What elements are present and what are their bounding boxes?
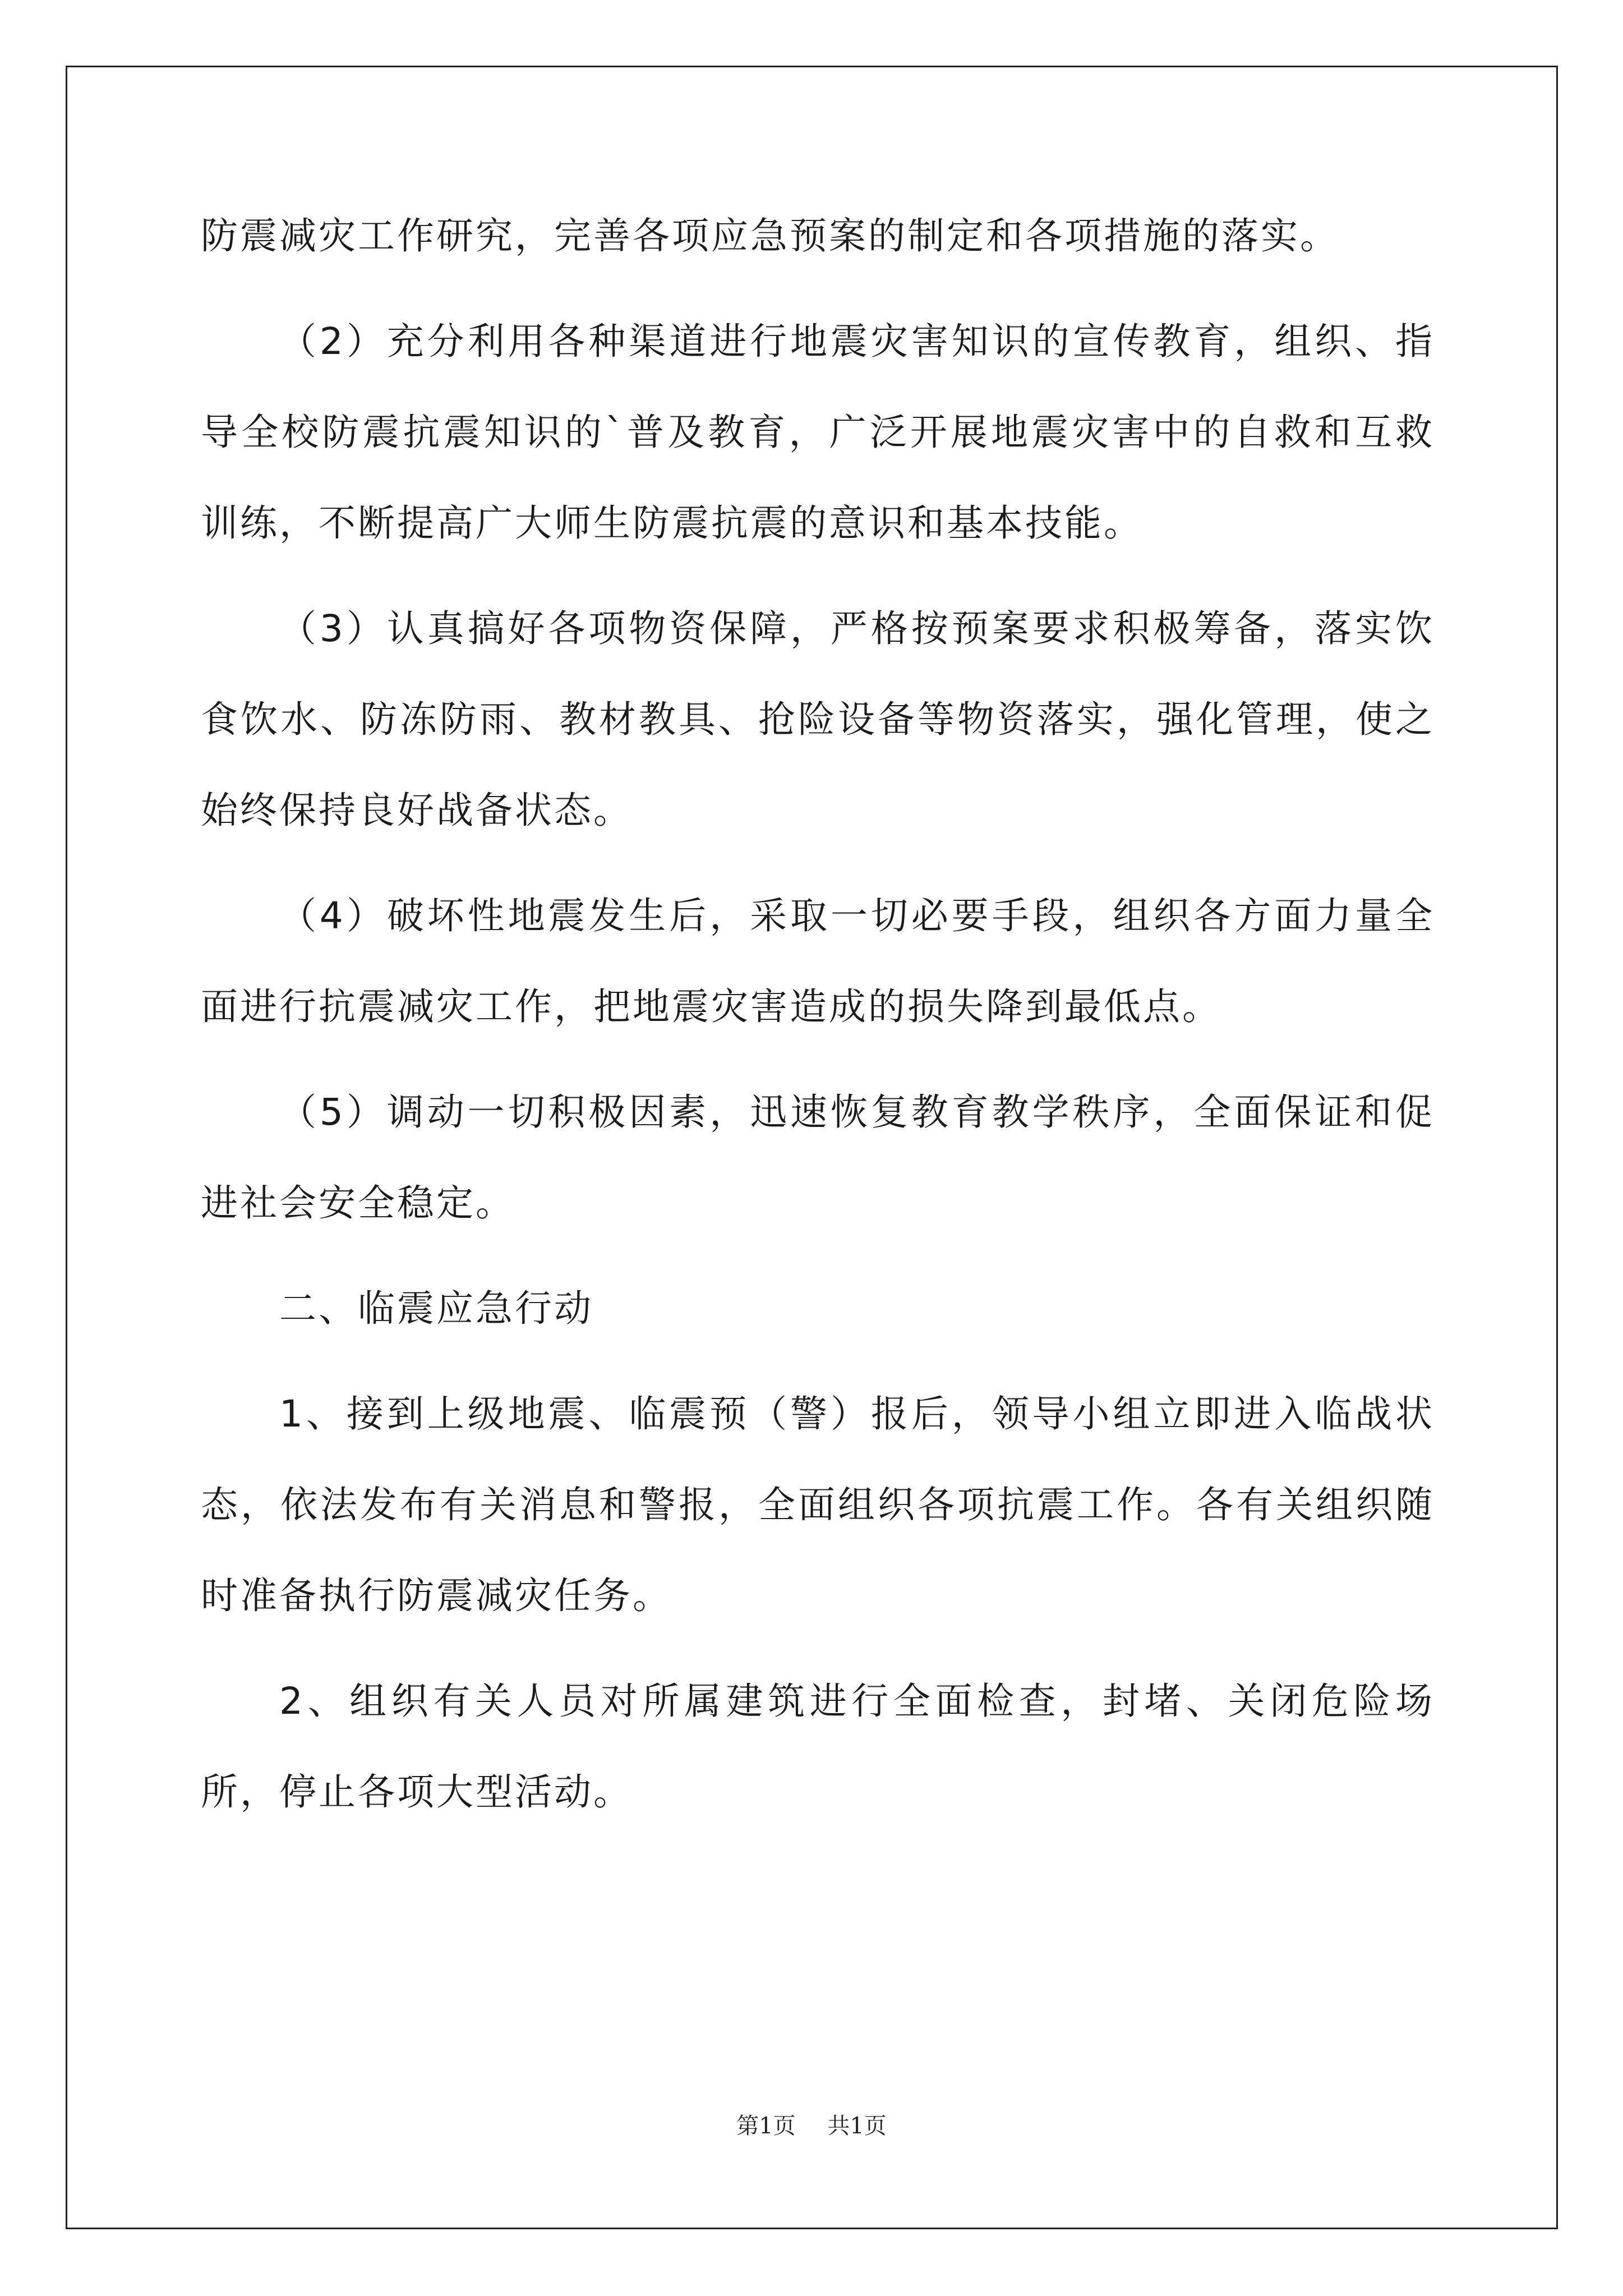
document-body: [201, 191, 1435, 1838]
paragraph-3: （3）认真搞好各项物资保障，严格按预案要求积极筹备，落实饮食饮水、防冻防雨、教材教具、抢险设备等物资落实，强化管理，使之始终保持良好战备状态。: [201, 607, 1435, 832]
paragraph-6: 1、接到上级地震、临震预（警）报后，领导小组立即进入临战状态，依法发布有关消息和警报，全面组织各项抗震工作。各有关组织随时准备执行防震减灾任务。: [201, 1392, 1435, 1617]
paragraph-1: 防震减灾工作研究，完善各项应急预案的制定和各项措施的落实。: [201, 214, 1339, 257]
paragraph-7: 2、组织有关人员对所属建筑进行全面检查，封堵、关闭危险场所，停止各项大型活动。: [201, 1680, 1435, 1814]
paragraph-4: （4）破坏性地震发生后，采取一切必要手段，组织各方面力量全面进行抗震减灾工作，把地震灾害造成的损失降到最低点。: [201, 894, 1435, 1028]
page-footer: [0, 2108, 1623, 2140]
page-number: 第1页: [736, 2113, 796, 2139]
paragraph-5: （5）调动一切积极因素，迅速恢复教育教学秩序，全面保证和促进社会安全稳定。: [201, 1091, 1435, 1225]
section-heading: 二、临震应急行动: [279, 1287, 593, 1330]
paragraph-2: （2）充分利用各种渠道进行地震灾害知识的宣传教育，组织、指导全校防震抗震知识的`普及教育，广泛开展地震灾害中的自救和互救训练，不断提高广大师生防震抗震的意识和基本技能。: [201, 320, 1435, 545]
page-total: 共1页: [827, 2113, 887, 2139]
